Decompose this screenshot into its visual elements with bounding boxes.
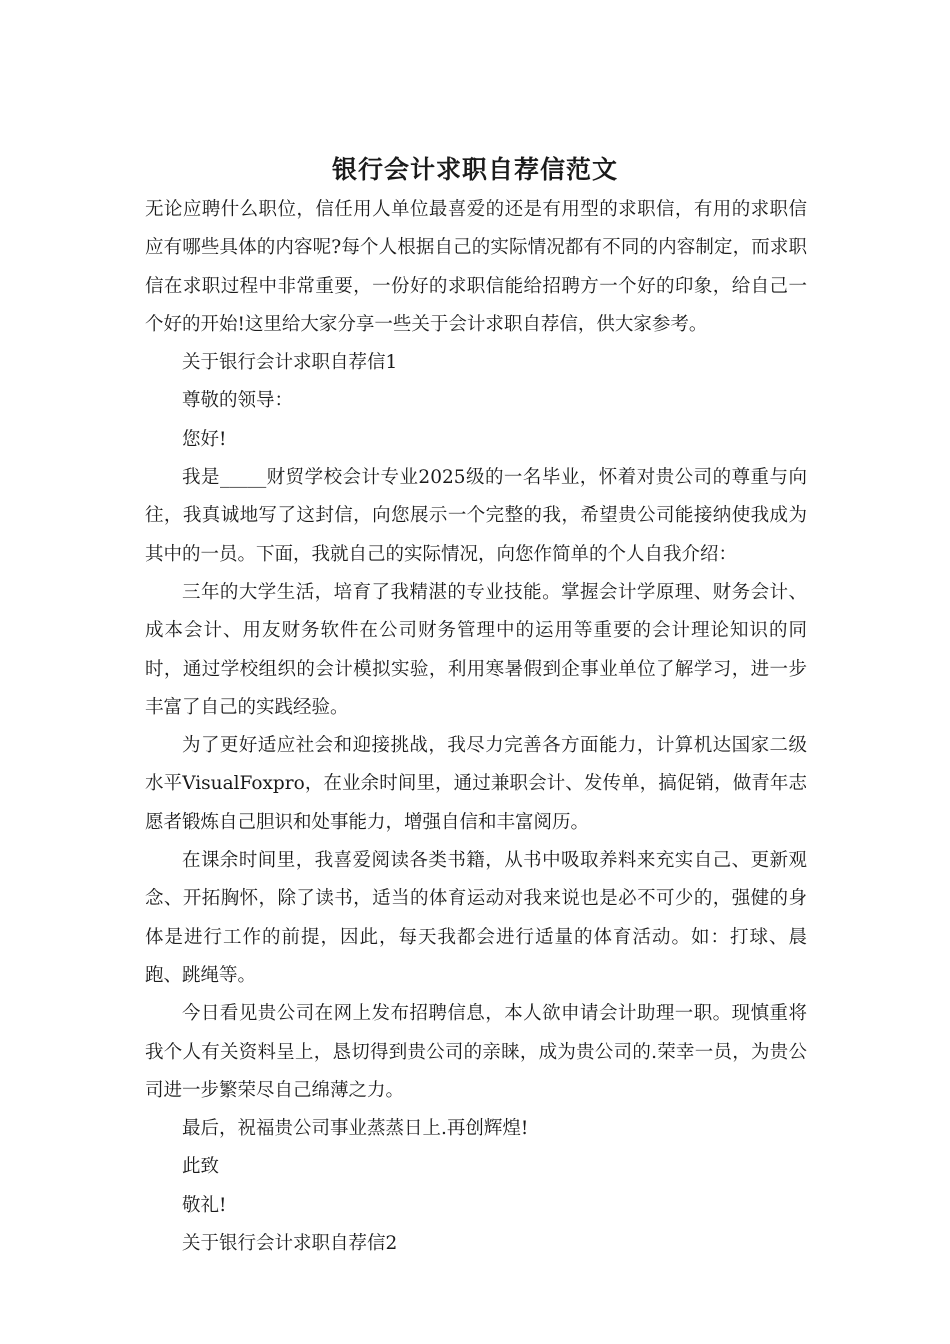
salutation: 尊敬的领导： [182, 390, 294, 412]
paragraph-hobbies: 在课余时间里，我喜爱阅读各类书籍，从书中吸取养料来充实自己、更新观念、开拓胸怀，除了读书，适当的体育运动对我来说也是必不可少的，强健的身体是进行工作的前提，因此，每天我都会进行适量的体育活动。如：打球、晨跑、跳绳等。 [145, 850, 807, 986]
greeting: 您好! [182, 428, 227, 450]
paragraph-application: 今日看见贵公司在网上发布招聘信息，本人欲申请会计助理一职。现慎重将我个人有关资料呈上，恳切得到贵公司的亲睐，成为贵公司的.荣幸一员，为贵公司进一步繁荣尽自己绵薄之力。 [145, 1003, 807, 1101]
paragraph-abilities: 为了更好适应社会和迎接挑战，我尽力完善各方面能力，计算机达国家二级水平VisualFoxpro，在业余时间里，通过兼职会计、发传单，搞促销，做青年志愿者锻炼自己胆识和处事能力，增强自信和丰富阅历。 [145, 735, 807, 833]
section-heading-letter-1: 关于银行会计求职自荐信1 [182, 352, 398, 374]
closing-jing-li: 敬礼! [182, 1194, 227, 1216]
closing-ci-zhi: 此致 [182, 1156, 220, 1178]
paragraph-wishes: 最后，祝福贵公司事业蒸蒸日上.再创辉煌! [182, 1118, 529, 1140]
paragraph-intro: 无论应聘什么职位，信任用人单位最喜爱的还是有用型的求职信，有用的求职信应有哪些具体的内容呢?每个人根据自己的实际情况都有不同的内容制定，而求职信在求职过程中非常重要，一份好的求职信能给招聘方一个好的印象，给自己一个好的开始!这里给大家分享一些关于会计求职自荐信，供大家参考。 [145, 199, 807, 335]
paragraph-skills: 三年的大学生活，培育了我精湛的专业技能。掌握会计学原理、财务会计、成本会计、用友财务软件在公司财务管理中的运用等重要的会计理论知识的同时，通过学校组织的会计模拟实验，利用寒暑假到企事业单位了解学习，进一步丰富了自己的实践经验。 [145, 581, 807, 718]
document-title: 银行会计求职自荐信范文 [331, 155, 618, 184]
document-body [145, 191, 807, 1263]
paragraph-self-intro: 我是_____财贸学校会计专业2025级的一名毕业，怀着对贵公司的尊重与向往，我真诚地写了这封信，向您展示一个完整的我，希望贵公司能接纳使我成为其中的一员。下面，我就自己的实际情况，向您作简单的个人自我介绍： [145, 467, 807, 565]
section-heading-letter-2: 关于银行会计求职自荐信2 [182, 1233, 398, 1255]
